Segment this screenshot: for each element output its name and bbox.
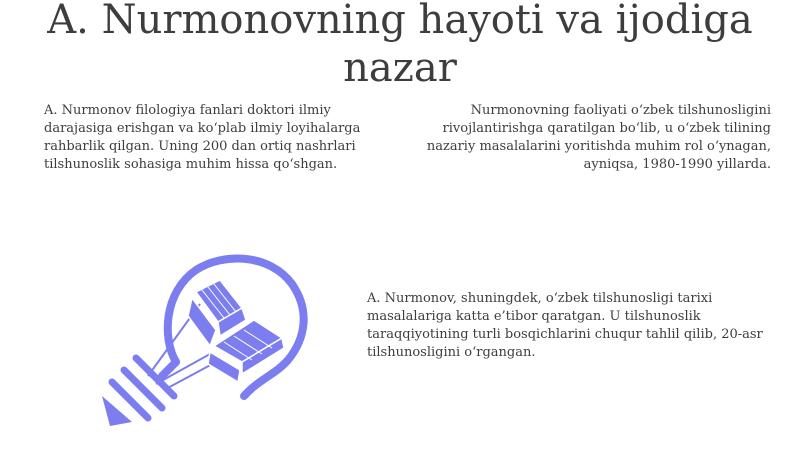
slide-title: A. Nurmonovning hayoti va ijodiga nazar (47, 0, 753, 91)
paragraph-3: A. Nurmonov, shuningdek, o‘zbek tilshunosligi tarixi masalalariga katta e’tibor qaratgan. U tilshunoslik taraqqiyotining turli bosqichlarini chuqur tahlil qilib, 20-asr tilshunosligini o‘rgangan. (367, 291, 763, 360)
lightbulb-with-book-icon (92, 250, 322, 430)
paragraph-2: Nurmonovning faoliyati o‘zbek tilshunosligini rivojlantirishga qaratilgan bo‘lib, u o‘zbek tilining nazariy masalalarini yoritishda muhim rol o‘ynagan, ayniqsa, 1980-1990 yillarda. (426, 103, 771, 172)
paragraph-1: A. Nurmonov filologiya fanlari doktori ilmiy darajasiga erishgan va ko‘plab ilmiy loyihalarga rahbarlik qilgan. Uning 200 dan ortiq nashrlari tilshunoslik sohasiga muhim hissa qo‘shgan. (44, 103, 361, 172)
